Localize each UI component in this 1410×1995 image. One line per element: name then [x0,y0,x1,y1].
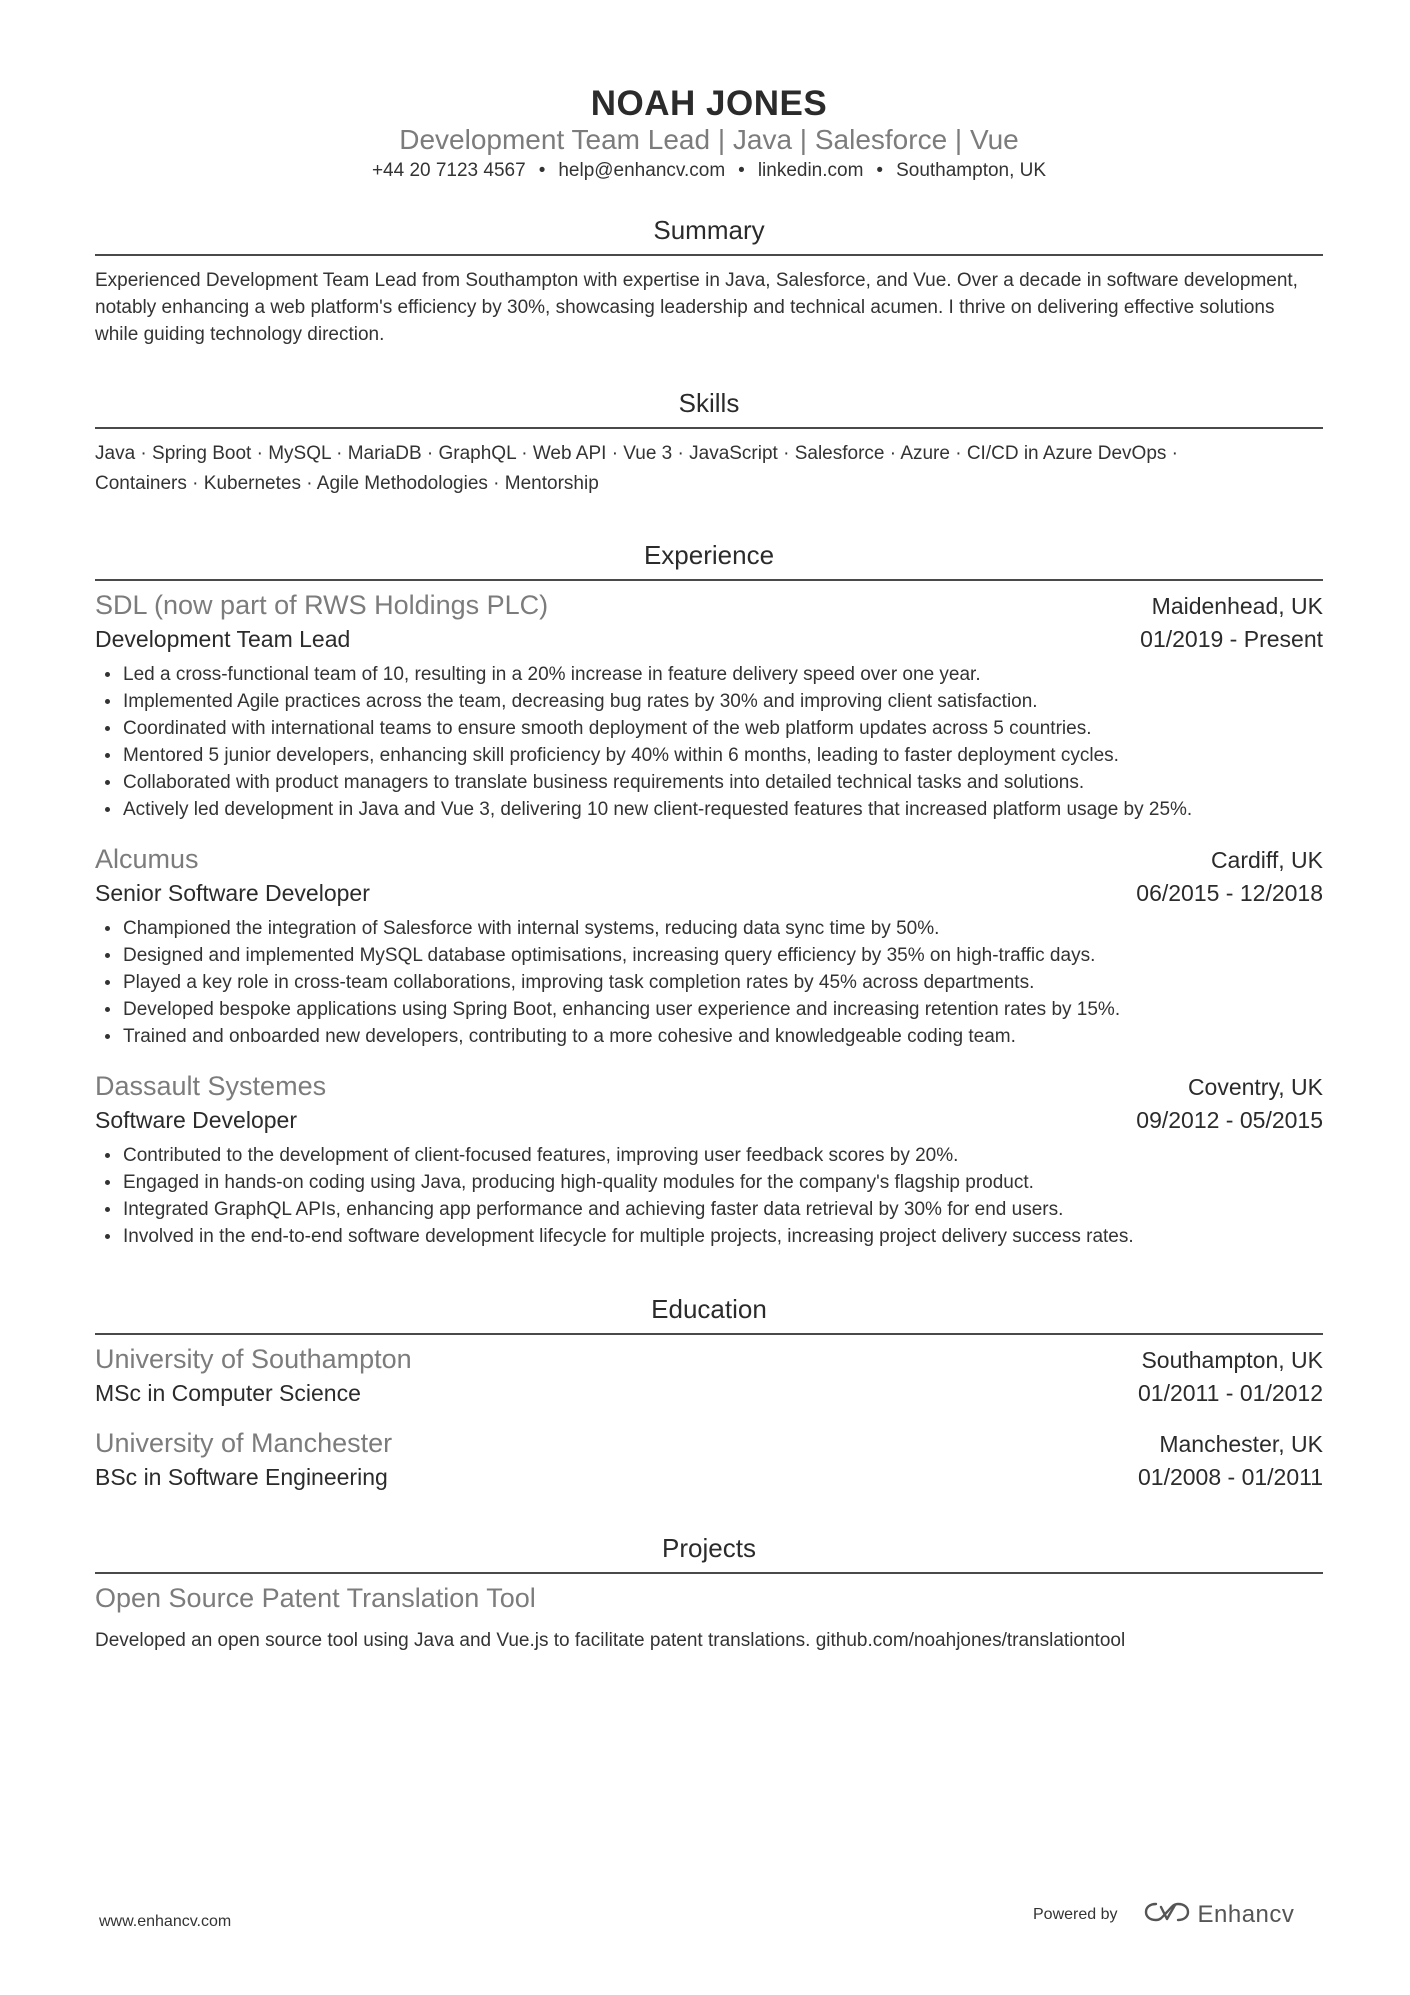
list-item: Integrated GraphQL APIs, enhancing app performance and achieving faster data retrieval by 30% for end users. [123,1196,1351,1223]
job-2-company: Alcumus [95,844,199,874]
job-3-dates: 09/2012 - 05/2015 [1136,1107,1323,1133]
list-item: Played a key role in cross-team collaborations, improving task completion rates by 45% across departments. [123,969,1351,996]
list-item: Led a cross-functional team of 10, resulting in a 20% increase in feature delivery speed over one year. [123,661,1351,688]
job-3-bullets [95,1142,1351,1250]
list-item: Developed bespoke applications using Spring Boot, enhancing user experience and increasing retention rates by 15%. [123,996,1351,1023]
list-item: Engaged in hands-on coding using Java, producing high-quality modules for the company's flagship product. [123,1169,1351,1196]
contact-line [95,160,1323,182]
list-item: Implemented Agile practices across the team, decreasing bug rates by 30% and improving client satisfaction. [123,688,1351,715]
education-2-header [95,1428,1323,1459]
list-item: Involved in the end-to-end software development lifecycle for multiple projects, increasing project delivery success rates. [123,1223,1351,1250]
enhancv-logo-icon [1144,1900,1190,1929]
skills-line-2: Containers · Kubernetes · Agile Methodologies · Mentorship [95,473,599,494]
job-3-company: Dassault Systemes [95,1071,327,1101]
contact-separator: • [538,160,546,181]
contact-phone: +44 20 7123 4567 [371,160,526,181]
education-1-location: Southampton, UK [1141,1347,1323,1373]
footer-branding [1033,1900,1294,1929]
job-1-role: Development Team Lead [95,626,351,652]
education-2-school: University of Manchester [95,1428,393,1458]
list-item: Designed and implemented MySQL database optimisations, increasing query efficiency by 35% on high-traffic days. [123,942,1351,969]
contact-separator: • [738,160,745,181]
summary-divider [95,254,1323,256]
list-item: Trained and onboarded new developers, contributing to a more cohesive and knowledgeable coding team. [123,1023,1351,1050]
summary-heading: Summary [653,215,765,245]
skills-heading: Skills [678,388,740,418]
job-2-subheader [95,880,1323,907]
contact-linkedin[interactable]: linkedin.com [757,160,864,181]
contact-separator: • [876,160,884,181]
job-1-header [95,590,1323,621]
project-1-description: Developed an open source tool using Java and Vue.js to facilitate patent translations. github.com/noahjones/translationtool [95,1630,1126,1651]
job-3-location: Coventry, UK [1187,1074,1323,1100]
footer-website[interactable]: www.enhancv.com [99,1913,232,1930]
contact-email[interactable]: help@enhancv.com [558,160,726,181]
list-item: Mentored 5 junior developers, enhancing skill proficiency by 40% within 6 months, leading to faster deployment cycles. [123,742,1351,769]
job-3-header [95,1071,1323,1102]
contact-location: Southampton, UK [896,160,1047,181]
job-3-subheader [95,1107,1323,1134]
job-2-bullets [95,915,1351,1050]
job-1-subheader [95,626,1323,653]
job-1-dates: 01/2019 - Present [1140,626,1323,652]
job-1-bullets [95,661,1351,823]
list-item: Collaborated with product managers to translate business requirements into detailed technical tasks and solutions. [123,769,1351,796]
candidate-headline: Development Team Lead | Java | Salesforce | Vue [399,124,1019,155]
education-2-degree: BSc in Software Engineering [95,1464,388,1490]
job-2-dates: 06/2015 - 12/2018 [1136,880,1323,906]
list-item: Contributed to the development of client-focused features, improving user feedback scores by 20%. [123,1142,1351,1169]
skills-line-1: Java · Spring Boot · MySQL · MariaDB · GraphQL · Web API · Vue 3 · JavaScript · Salesforce · Azure · CI/CD in Azure DevOps · [95,443,1179,464]
skills-divider [95,427,1323,429]
project-1-header [95,1583,1323,1614]
education-heading: Education [651,1294,767,1324]
list-item: Championed the integration of Salesforce with internal systems, reducing data sync time by 50%. [123,915,1351,942]
projects-divider [95,1572,1323,1574]
experience-heading: Experience [643,540,775,570]
education-1-header [95,1344,1323,1375]
education-2-location: Manchester, UK [1159,1431,1323,1457]
job-2-role: Senior Software Developer [95,880,370,906]
education-2-dates: 01/2008 - 01/2011 [1137,1464,1323,1490]
candidate-name: NOAH JONES [590,84,828,123]
job-1-location: Maidenhead, UK [1151,593,1323,619]
education-1-school: University of Southampton [95,1344,412,1374]
list-item: Actively led development in Java and Vue 3, delivering 10 new client-requested features that increased platform usage by 25%. [123,796,1351,823]
enhancv-brand-name: Enhancv [1197,1900,1295,1928]
list-item: Coordinated with international teams to ensure smooth deployment of the web platform updates across 5 countries. [123,715,1351,742]
education-divider [95,1333,1323,1335]
education-1-dates: 01/2011 - 01/2012 [1137,1380,1323,1406]
job-3-role: Software Developer [95,1107,297,1133]
education-1-subheader [95,1380,1323,1407]
experience-divider [95,579,1323,581]
job-2-header [95,844,1323,875]
project-1-name: Open Source Patent Translation Tool [95,1583,536,1613]
powered-by-label: Powered by [1033,1905,1118,1923]
job-1-company: SDL (now part of RWS Holdings PLC) [95,590,549,620]
job-2-location: Cardiff, UK [1210,847,1323,873]
education-1-degree: MSc in Computer Science [95,1380,361,1406]
education-2-subheader [95,1464,1323,1491]
summary-text: Experienced Development Team Lead from Southampton with expertise in Java, Salesforce, and Vue. Over a decade in software development, notably enhancing a web platform's efficiency by 30%, showcasing leadership and technical acumen. I thrive on delivering effective solutions while guiding technology direction. [95,270,1298,345]
projects-heading: Projects [662,1533,756,1563]
